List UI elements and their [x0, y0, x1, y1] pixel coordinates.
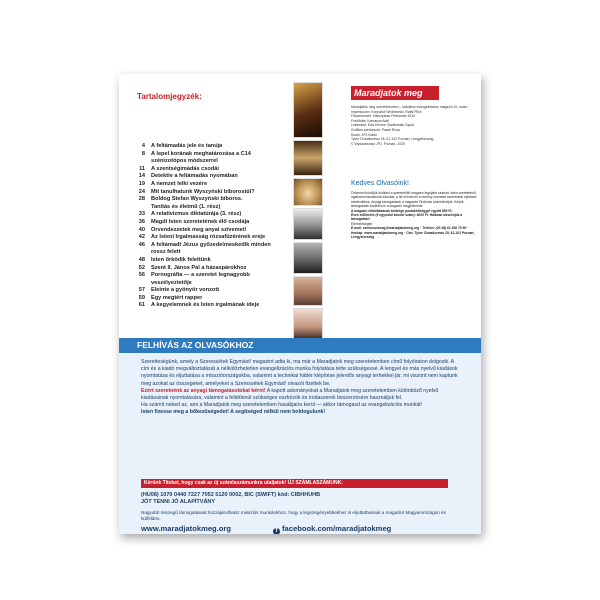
greeting-text: Örömmel közöljük önökkel a szeretetöltő magazin legújabb számát. Isten szeretetéről, irgalmáról tanúskodó írásokat, a hit örömét és a remény üzenetét szeretnénk eljuttatni mindenkihez. Anyagi támogatásuk a magazint Önöknek köszönhetjük. Kérjük, támogassák továbbra is a magazin megjelenését.	[351, 191, 477, 209]
toc-page-number	[131, 204, 145, 212]
toc-page-number: 4	[141, 143, 145, 149]
toc-page-number: 28	[138, 196, 145, 203]
toc-page-number: 14	[138, 173, 145, 180]
imprint-line: Grafikai szerkesztő: Paweł Rosa	[351, 127, 400, 132]
thumbnail-shroud-face	[293, 82, 323, 138]
toc-title: Tartalomjegyzék:	[137, 92, 202, 101]
facebook-label: facebook.com/maradjatokmeg	[282, 524, 392, 533]
footer	[141, 524, 471, 534]
toc-item	[131, 249, 296, 257]
toc-page-number: 48	[138, 256, 145, 263]
contact-title: Elérhetőségek:	[351, 221, 373, 226]
toc-item	[131, 295, 296, 303]
imprint-line: Fordította: Kamasza Adél	[351, 118, 390, 123]
imprint-line: Főszerkesztő: Mieczysław Piotrowski SChr	[351, 114, 416, 119]
toc-item	[131, 211, 296, 219]
imprint-block	[351, 105, 477, 146]
toc-item	[131, 272, 296, 280]
toc-page-number	[131, 280, 145, 288]
toc-page-number: 40	[138, 226, 145, 233]
toc-page-number: 46	[138, 241, 145, 248]
toc-item-title: A nemzet lelki vezére	[151, 180, 208, 187]
toc-item-title: veszélyeztetője	[151, 279, 192, 286]
help-text: Nagyobb összegű támogatással hozzájárulhatsz missziós munkánkhoz, hogy a legszegényebbekhez is eljuttathassuk a magazint Magyarországon és külföldön.	[141, 510, 446, 521]
thumbnail-bread	[293, 178, 323, 206]
imprint-line: Maradjatok meg szeretetemben – katolikus evangelizációs magazin 10. szám	[351, 105, 468, 109]
toc-page-number: 61	[138, 302, 145, 309]
imprint-line: © Wydawnictwo JP2, Poznań, 2025	[351, 141, 405, 146]
toc-item-title: A lepel korának meghatározása a C14	[151, 150, 251, 157]
toc-item-title: A relativizmus diktatúrája (3. rész)	[151, 211, 242, 218]
imprint-line: Lektorálta: Kiss Emese, Bartkowiak Gyula	[351, 123, 414, 128]
toc-page-number: 8	[141, 150, 145, 157]
toc-page-number: 19	[138, 180, 145, 187]
bank-account	[141, 492, 461, 506]
toc-page-number: 56	[138, 272, 145, 279]
thumbnail-man	[293, 308, 323, 340]
toc-item	[131, 158, 296, 166]
toc-item-title: Örvendezzetek meg anyai szívemet!	[151, 226, 247, 233]
toc-item	[131, 181, 296, 189]
toc-item	[131, 227, 296, 235]
thumbnail-shroud	[293, 140, 323, 176]
toc-item-title: Egy megtért rapper	[151, 294, 203, 301]
toc-item	[131, 242, 296, 250]
toc-item-title: A kegyelemnek és Isten irgalmának ideje	[151, 302, 260, 309]
toc-item-title: Mit tanulhatunk Wyszyński bíborostól?	[151, 188, 255, 195]
toc-item	[131, 302, 296, 310]
toc-item-title: A feltámadt Jézus győzedelmeskedik minden	[151, 241, 271, 248]
toc-item-title: szénizotópos módszerrel	[151, 158, 218, 165]
toc-item	[131, 257, 296, 265]
appeal-header: FELHÍVÁS AZ OLVASÓKHOZ	[119, 338, 481, 353]
greeting-title: Kedves Olvasóink!	[351, 180, 409, 187]
toc-item-title: rossz felett	[151, 249, 181, 256]
appeal-paragraph-4: Isten fizesse meg a bőkezűségedet! A segítséged nélkül nem boldogulunk!	[141, 409, 326, 416]
facebook-icon: f	[273, 528, 280, 534]
greeting-cost: A magazin előállításának költsége postaköltséggel együtt 850 Ft.	[351, 208, 453, 213]
toc-page-number: 59	[138, 294, 145, 301]
foundation-name: JÓT TENNI JÓ ALAPÍTVÁNY	[141, 499, 216, 505]
account-notice-bar: Kérünk Titeket, hogy csak az új számlaszámunkra utaljatok! ÚJ SZÁMLASZÁMUNK:	[141, 479, 448, 488]
toc-item	[131, 287, 296, 295]
magazine-back-page	[119, 74, 481, 534]
imprint-line: Kiadó: JP2 Kiadó	[351, 132, 378, 137]
toc-item-title: Boldog Stefan Wyszyński bíboros.	[151, 196, 243, 203]
appeal-text	[141, 359, 461, 417]
toc-item-title: Pornográfia — a szeretet legnagyobb	[151, 272, 250, 279]
toc-item-title: Eleinte a gyönyör vonzott	[151, 287, 220, 294]
toc-page-number: 52	[138, 264, 145, 271]
toc-item	[131, 189, 296, 197]
toc-item-title: Az Isteni Irgalmasság rózsafüzérének ereje	[151, 234, 266, 241]
magazine-logo	[351, 86, 439, 104]
greeting-body	[351, 191, 477, 239]
toc-item	[131, 204, 296, 212]
toc-list	[131, 143, 296, 310]
logo-subtitle: szeretetemben	[415, 100, 437, 104]
toc-page-number: 36	[138, 218, 145, 225]
appeal-paragraph-2: A kapott adományokat a Maradjatok meg szeretetemben különböző nyelvű kiadásainak nyomtatására, valamint a feltétlenül szükséges eszközök és irodaszerek beszerzésére használjuk fel.	[141, 387, 439, 402]
appeal-paragraph-3: Ha számít neked az, ami a Maradjatok meg szeretetemben hasábjaira kerül — akkor támogasd az evangelizációs munkát!	[141, 402, 423, 409]
toc-item-title: Isten őrködik felettünk	[151, 256, 211, 263]
appeal-paragraph-1: Szeretteségünk, amely a Szeressétek Egymást! magazint adta ki, ma már a Maradjatok meg szeretetemben című folyóiraton dolgozik. A cím és a kiadó megváltoztatását a nélkülözhetetlen evangelizációs munka folytatása tette szükségessé. A lengyel és más nyelvű kiadások nyomtatása és eljuttatása a misszióországokba, valamint a technikai háttér kiépítése jelentős anyagi terhekkel jár, mi viszont nem kaptunk meg azokat az összegeket, amelyeket a Szeressétek Egymást! olvasói fizettek be.	[141, 359, 458, 387]
toc-item	[131, 143, 296, 151]
toc-item	[131, 173, 296, 181]
toc-item	[131, 151, 296, 159]
account-number: (HU08) 1070 0440 7227 7052 5120 0002, BIC (SWIFT) kód: CIBHHUHB	[141, 492, 321, 498]
thumbnail-portrait	[293, 242, 323, 274]
toc-item-title: A feltámadás jele és tanúja	[151, 143, 223, 149]
toc-item-title: Tanítás és életmű (1. rész)	[151, 203, 221, 210]
contact-details: E-mail: szerkesztoseg@maradjatokmeg.org · Telefon: (00 48) 61 306 79 90 · Honlap: www.maradjatokmeg.org · Cím: Tylne Chwaliszewo 25, 61-103 Poznań, Lengyelország	[351, 226, 475, 240]
toc-item	[131, 196, 296, 204]
toc-item	[131, 166, 296, 174]
toc-page-number	[131, 249, 145, 257]
toc-page-number: 42	[138, 234, 145, 241]
facebook-link[interactable]	[273, 524, 391, 534]
toc-item	[131, 265, 296, 273]
toc-item-title: Detektív a feltámadás nyomában	[151, 173, 238, 180]
imprint-line: Impresszum: Krzysztof Wróblewski, Rafał Pilch	[351, 109, 422, 114]
toc-page-number	[131, 158, 145, 166]
thumbnail-cardinal	[293, 208, 323, 240]
toc-page-number: 11	[139, 165, 145, 172]
thumbnail-couple	[293, 276, 323, 306]
toc-item-title: A szentségimádás csodái	[151, 165, 219, 172]
toc-page-number: 24	[138, 188, 145, 195]
toc-item	[131, 280, 296, 288]
appeal-red-text: Ezért szeretnénk az anyagi támogatásotokat kérni!	[141, 387, 266, 394]
website-link[interactable]: www.maradjatokmeg.org	[141, 524, 232, 533]
greeting-subscription: Éves előfizetés (5 egymást követő szám): 4000 Ft. Hálásan köszönjük a támogatást!	[351, 213, 463, 222]
toc-item-title: Szent II. János Pál a házaspárokhoz	[151, 264, 247, 271]
toc-item	[131, 219, 296, 227]
toc-item-title: Magdi Isten szeretetének élő csodája	[151, 218, 250, 225]
toc-item	[131, 234, 296, 242]
toc-page-number: 33	[138, 211, 145, 218]
toc-page-number: 57	[138, 287, 145, 294]
imprint-line: Tylne Chwaliszewo 25, 61-103 Poznań, Lengyelország	[351, 137, 434, 142]
logo-name: Maradjatok meg	[354, 88, 423, 98]
